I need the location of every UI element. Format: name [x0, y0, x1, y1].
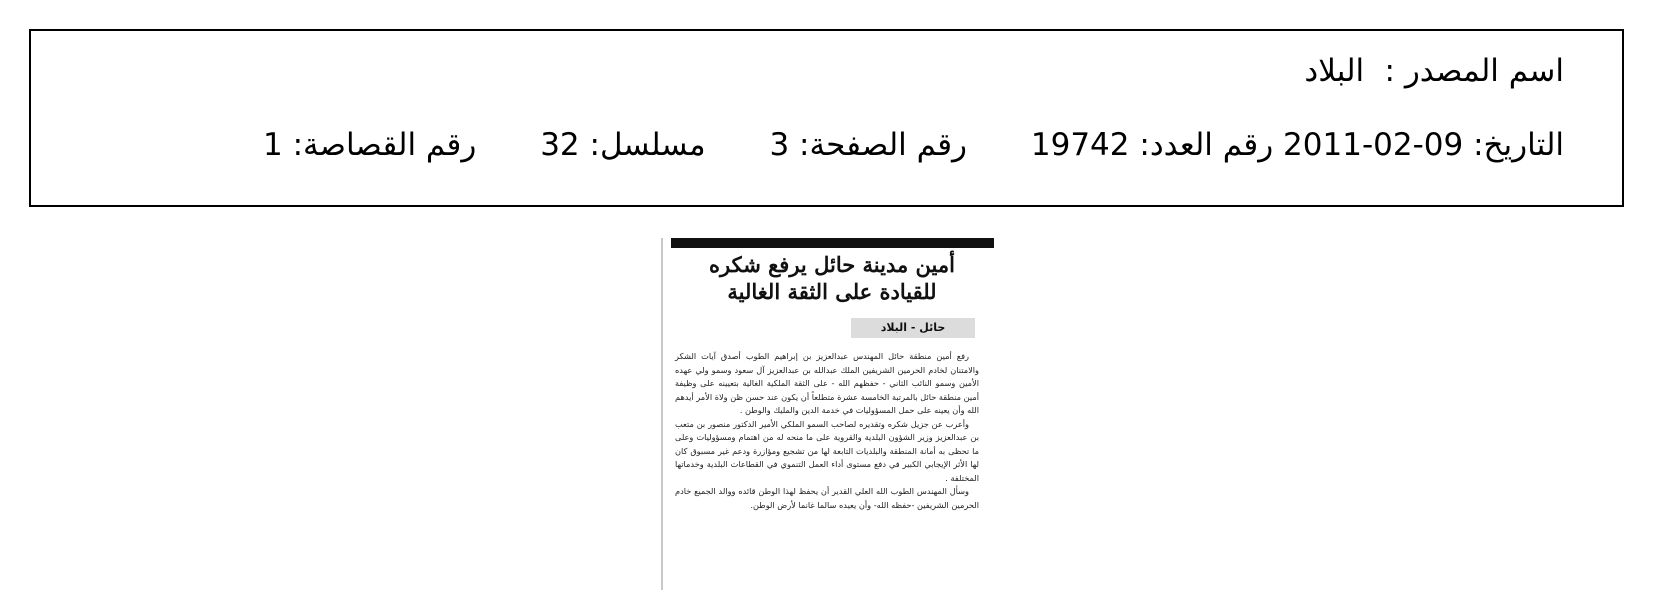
metadata-box — [29, 29, 1624, 207]
serial-field: مسلسل: 32 — [540, 127, 706, 163]
article-paragraph: رفع أمين منطقة حائل المهندس عبدالعزيز بن إبراهيم الطوب أصدق آيات الشكر والامتنان لخادم الحرمين الشريفين الملك عبدالله بن عبدالعزيز آل سعود وسمو ولي عهده الأمين وسمو النائب الثاني - حفظهم الله - على الثقة الملكية الغالية بتعيينه على وظيفة أمين منطقة حائل بالمرتبة الخامسة عشرة متطلعاً أن يكون عند حسن ظن ولاة الأمر أيدهم الله وأن يعينه على حمل المسؤوليات في خدمة الدين والمليك والوطن . — [675, 351, 979, 415]
article-clipping — [661, 238, 994, 590]
clipping-number-field: رقم القصاصة: 1 — [263, 127, 477, 163]
clipping-top-bar — [671, 238, 994, 248]
headline-line-1: أمين مدينة حائل يرفع شكره — [709, 252, 955, 277]
article-byline: حائل - البلاد — [851, 318, 975, 338]
date-field: التاريخ: 09-02-2011 — [1283, 127, 1564, 163]
headline-line-2: للقيادة على الثقة الغالية — [727, 279, 937, 304]
article-paragraph: وأعرب عن جزيل شكره وتقديره لصاحب السمو الملكي الأمير الدكتور منصور بن متعب بن عبدالعزيز وزير الشؤون البلدية والقروية على ما منحه له من اهتمام ومسؤوليات وعلى ما تحظى به أمانة المنطقة والبلديات التابعة لها من تشجيع ومؤازرة ودعم غير مسبوق كان لها الأثر الإيجابي الكبير في دفع مستوى أداء العمل التنموي في القطاعات البلدية وخدماتها المختلفة . — [675, 418, 979, 483]
article-paragraph: وسأل المهندس الطوب الله العلي القدير أن يحفظ لهذا الوطن قائده ووالد الجميع خادم الحرمين الشريفين -حفظه الله- وأن يعيده سالما غانما لأرض الوطن. — [675, 486, 979, 510]
source-value: البلاد — [1304, 53, 1365, 89]
clipping-edge — [661, 238, 663, 590]
article-body — [675, 350, 979, 512]
article-headline — [673, 251, 991, 305]
details-row — [209, 127, 1564, 163]
source-label: اسم المصدر : — [1384, 53, 1564, 89]
page-number-field: رقم الصفحة: 3 — [769, 127, 968, 163]
issue-number-field: رقم العدد: 19742 — [1030, 127, 1274, 163]
source-row — [1304, 53, 1564, 89]
